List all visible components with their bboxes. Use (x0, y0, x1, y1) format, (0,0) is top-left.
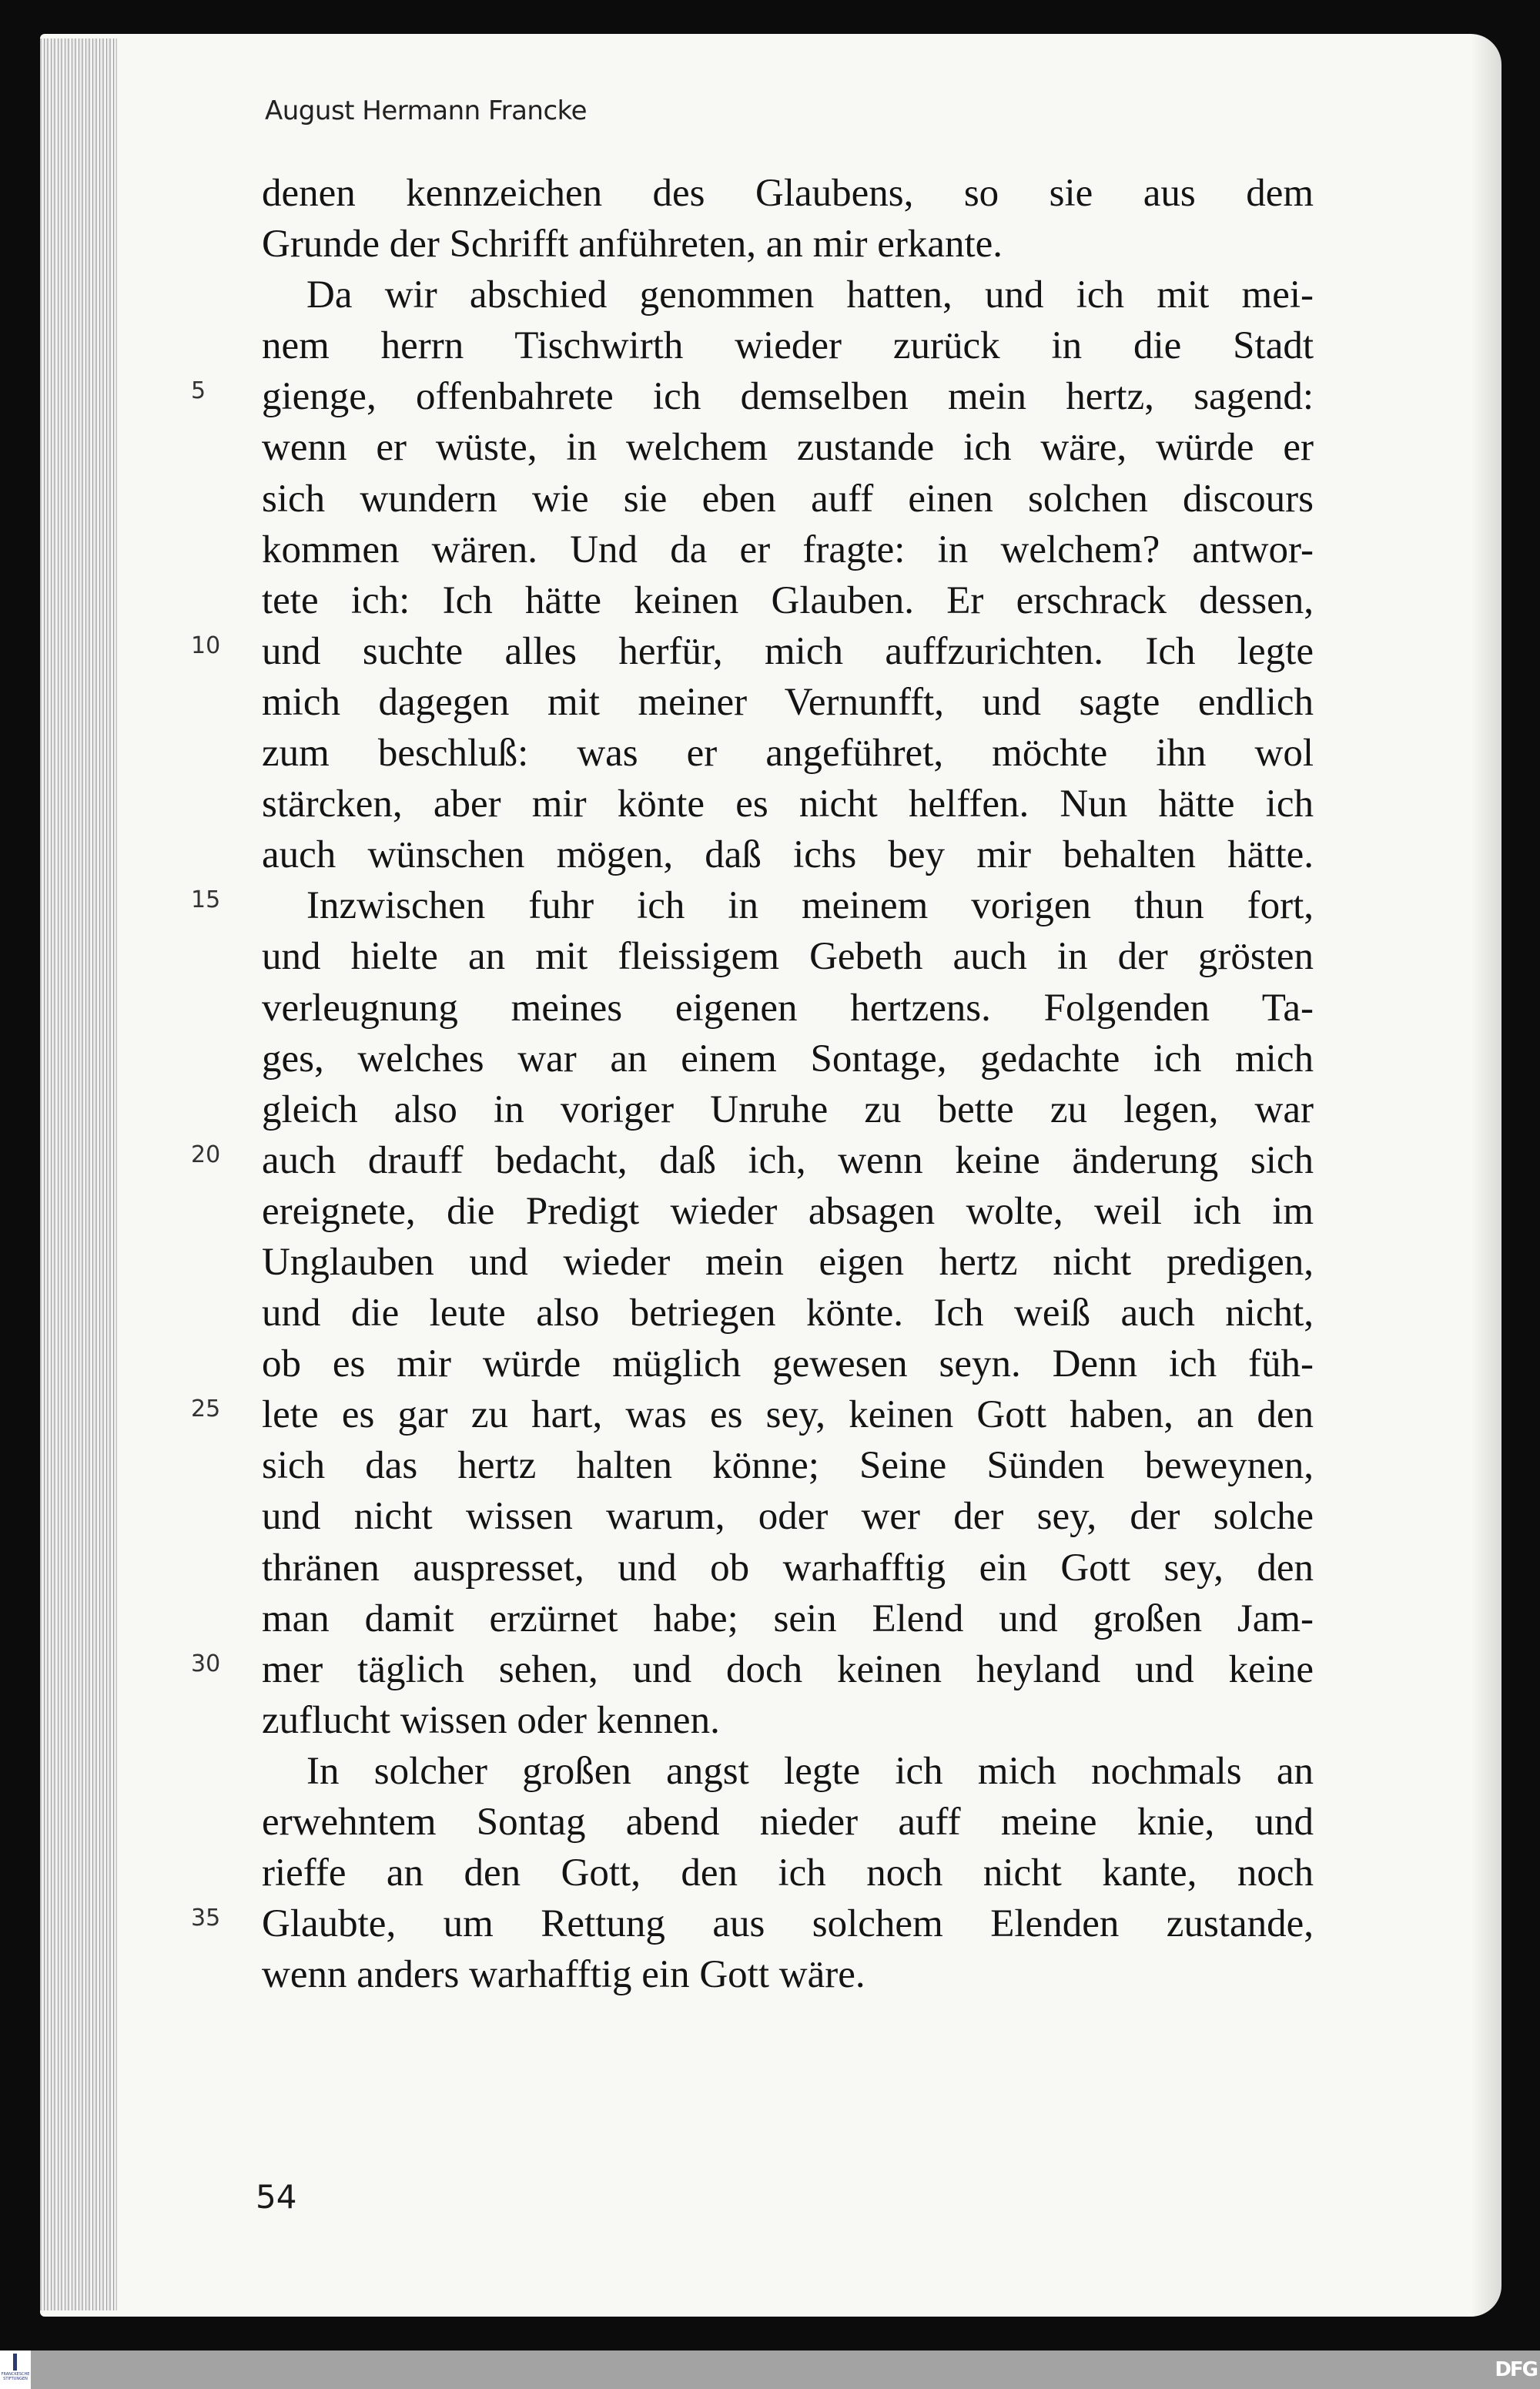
text-line (262, 477, 1314, 528)
text-line-content: Da wir abschied genommen hatten, und ich mit mei- (306, 273, 1314, 317)
text-line (262, 1494, 1314, 1545)
line-number: 20 (191, 1141, 221, 1168)
line-number: 15 (191, 886, 221, 914)
text-line-content: tete ich: Ich hätte keinen Glauben. Er erschrack dessen, (262, 578, 1314, 622)
line-number: 25 (191, 1396, 221, 1423)
text-line-content: wenn anders warhafftig ein Gott wäre. (262, 1953, 865, 1997)
institution-logo (0, 2350, 31, 2389)
text-line-content: gleich also in voriger Unruhe zu bette zu legen, war (262, 1087, 1314, 1131)
line-number: 10 (191, 632, 221, 659)
text-line-content: gienge, offenbahrete ich demselben mein hertz, sagend: (262, 375, 1314, 419)
page-number: 54 (256, 2178, 297, 2216)
text-line (262, 1087, 1314, 1138)
text-line-content: denen kennzeichen des Glaubens, so sie aus dem (262, 172, 1314, 215)
text-line-content: mer täglich sehen, und doch keinen heyland und keine (262, 1647, 1314, 1691)
text-line (262, 171, 1314, 222)
text-line-content: wenn er wüste, in welchem zustande ich wäre, würde er (262, 426, 1314, 470)
text-line-content: lete es gar zu hart, was es sey, keinen Gott haben, an den (262, 1393, 1314, 1437)
text-line (262, 1037, 1314, 1087)
text-line (262, 1443, 1314, 1494)
text-line-content: In solcher großen angst legte ich mich nochmals an (306, 1749, 1314, 1793)
text-line (191, 1647, 1314, 1698)
text-line (262, 731, 1314, 782)
text-line (262, 578, 1314, 629)
text-line-content: ges, welches war an einem Sontage, gedachte ich mich (262, 1037, 1314, 1081)
text-line (191, 629, 1314, 680)
text-line-content: Grunde der Schrifft anführeten, an mir erkante. (262, 223, 1003, 266)
text-line-content: erwehntem Sontag abend nieder auff meine knie, und (262, 1801, 1314, 1844)
text-line-content: zuflucht wissen oder kennen. (262, 1698, 720, 1742)
running-head: August Hermann Francke (265, 95, 588, 126)
text-line (191, 883, 1314, 934)
text-line-content: Inzwischen fuhr ich in meinem vorigen thun fort, (306, 884, 1314, 928)
text-line-content: und suchte alles herfür, mich auffzurichten. Ich legte (262, 629, 1314, 673)
text-line (262, 323, 1314, 374)
text-line (262, 934, 1314, 985)
institution-logo-icon (13, 2354, 17, 2371)
text-line (262, 1800, 1314, 1851)
text-line (191, 374, 1314, 425)
text-line-content: ereignete, die Predigt wieder absagen wolte, weil ich im (262, 1189, 1314, 1233)
text-line-content: und nicht wissen warum, oder wer der sey, der solche (262, 1495, 1314, 1539)
text-line (262, 1546, 1314, 1597)
text-line-content: auch drauff bedacht, daß ich, wenn keine änderung sich (262, 1138, 1314, 1182)
text-line-content: man damit erzürnet habe; sein Elend und großen Jam- (262, 1597, 1314, 1640)
text-line-content: auch wünschen mögen, daß ichs bey mir behalten hätte. (262, 833, 1314, 877)
text-line (262, 1291, 1314, 1342)
text-line (262, 986, 1314, 1037)
text-line-content: mich dagegen mit meiner Vernunfft, und sagte endlich (262, 680, 1314, 724)
page-edges (40, 39, 117, 2310)
viewer-footer-bar (0, 2350, 1540, 2389)
text-line-content: rieffe an den Gott, den ich noch nicht kante, noch (262, 1851, 1314, 1895)
text-line-content: und die leute also betriegen könte. Ich weiß auch nicht, (262, 1292, 1314, 1335)
text-line (262, 1597, 1314, 1647)
text-line-content: nem herrn Tischwirth wieder zurück in die Stadt (262, 324, 1314, 368)
text-line (262, 222, 1314, 273)
text-line (191, 1901, 1314, 1952)
text-line-content: thränen auspresset, und ob warhafftig ein Gott sey, den (262, 1546, 1314, 1590)
text-line (262, 833, 1314, 883)
text-line (191, 1392, 1314, 1443)
text-line-content: ob es mir würde müglich gewesen seyn. Denn ich füh- (262, 1342, 1314, 1386)
line-number: 35 (191, 1905, 221, 1932)
text-line (262, 273, 1314, 323)
line-number: 5 (191, 377, 206, 405)
text-line (262, 1189, 1314, 1240)
text-line-content: sich das hertz halten könne; Seine Sünden beweynen, (262, 1444, 1314, 1488)
body-text (191, 171, 1314, 2003)
text-line-content: und hielte an mit fleissigem Gebeth auch in der grösten (262, 935, 1314, 979)
text-line (262, 528, 1314, 578)
dfg-logo: DFG (1495, 2358, 1537, 2381)
text-line-content: verleugnung meines eigenen hertzens. Folgenden Ta- (262, 986, 1314, 1030)
text-line-content: Unglauben und wieder mein eigen hertz nicht predigen, (262, 1240, 1314, 1284)
text-line-content: Glaubte, um Rettung aus solchem Elenden zustande, (262, 1902, 1314, 1946)
text-line-content: kommen wären. Und da er fragte: in welchem? antwor- (262, 528, 1314, 571)
text-line (262, 1749, 1314, 1800)
text-line (262, 425, 1314, 476)
text-line (262, 1342, 1314, 1392)
text-line (262, 1952, 1314, 2003)
text-line-content: sich wundern wie sie eben auff einen solchen discours (262, 477, 1314, 521)
text-line (262, 1851, 1314, 1901)
text-line (191, 1138, 1314, 1189)
spine-shadow (1471, 34, 1502, 2317)
text-line (262, 1698, 1314, 1749)
text-line-content: zum beschluß: was er angeführet, möchte ihn wol (262, 732, 1314, 776)
line-number: 30 (191, 1650, 221, 1677)
institution-logo-text: FRANCKESCHE STIFTUNGEN (1, 2372, 30, 2381)
text-line-content: stärcken, aber mir könte es nicht helffen. Nun hätte ich (262, 782, 1314, 826)
text-line (262, 782, 1314, 833)
text-line (262, 1240, 1314, 1291)
text-line (262, 680, 1314, 731)
